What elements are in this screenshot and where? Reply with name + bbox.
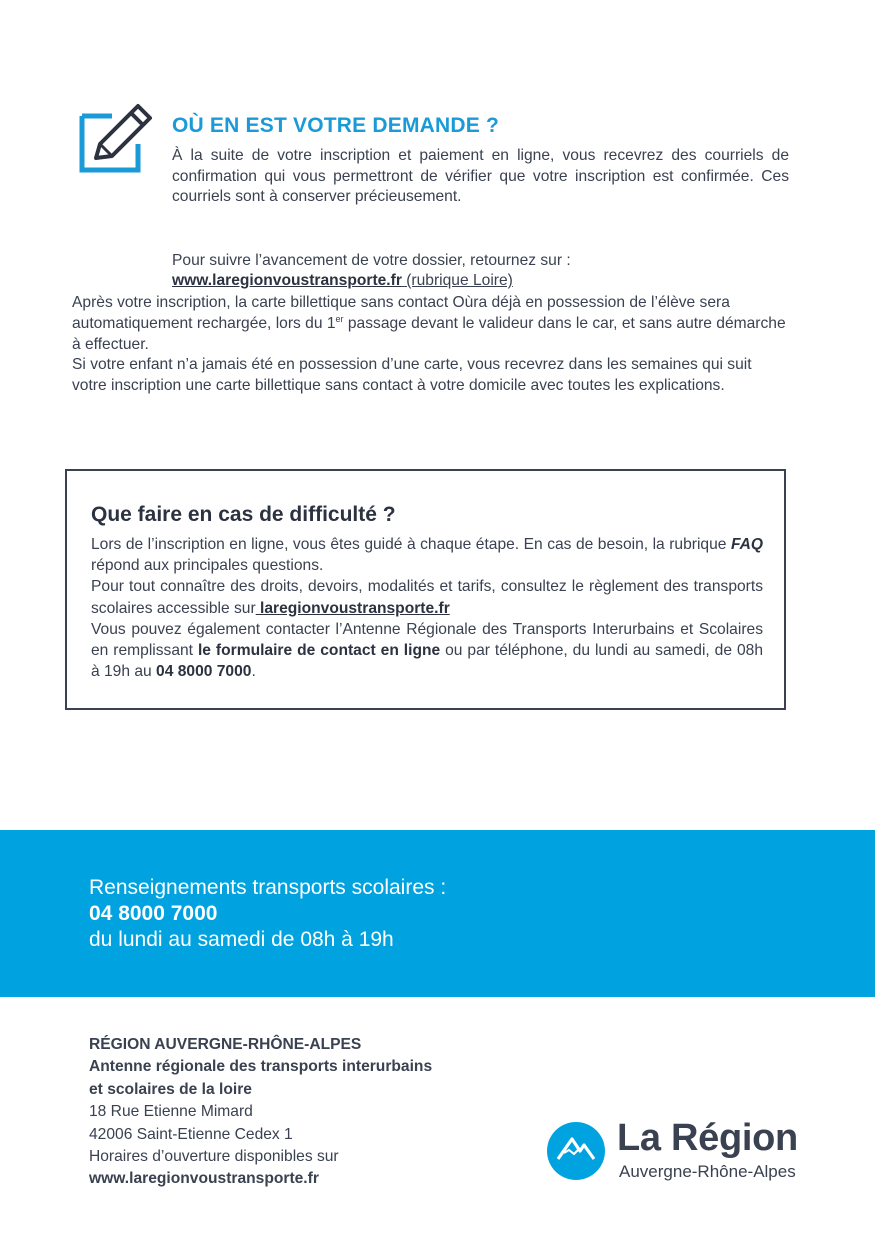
follow-paragraph: [172, 230, 789, 292]
banner-heading: Renseignements transports scolaires :: [89, 876, 447, 899]
help-text: Pour tout connaître des droits, devoirs, modalités et tarifs, consultez le règlement des transports scolaires accessible sur: [91, 578, 763, 617]
mountain-logo-icon: [546, 1121, 606, 1181]
section-paragraph: À la suite de votre inscription et paiement en ligne, vous recevrez des courriels de confirmation qui vous permettront de vérifier que votre inscription est confirmée. Ces courriels sont à conserver précieusement.: [172, 147, 789, 206]
footer-url[interactable]: www.laregionvoustransporte.fr: [89, 1170, 319, 1188]
banner-phone: 04 8000 7000: [89, 902, 218, 925]
website-link-suffix[interactable]: (rubrique Loire): [401, 272, 513, 290]
footer-address: [89, 1034, 432, 1191]
help-text: Lors de l’inscription en ligne, vous êtes guidé à chaque étape. En cas de besoin, la rubrique: [91, 536, 731, 553]
rules-link[interactable]: laregionvoustransporte.fr: [255, 599, 450, 617]
section-title: OÙ EN EST VOTRE DEMANDE ?: [172, 114, 500, 137]
contact-form-link[interactable]: le formulaire de contact en ligne: [197, 642, 441, 660]
banner-hours: du lundi au samedi de 08h à 19h: [89, 928, 394, 951]
footer-city: 42006 Saint-Etienne Cedex 1: [89, 1125, 293, 1143]
logo-subtitle: Auvergne-Rhône-Alpes: [619, 1162, 796, 1181]
help-text: répond aux principales questions.: [91, 557, 324, 575]
help-title: Que faire en cas de difficulté ?: [91, 503, 396, 526]
ordinal-suffix: er: [335, 313, 344, 324]
edit-pencil-icon: [78, 100, 156, 174]
footer-dept-line2: et scolaires de la loire: [89, 1080, 252, 1098]
footer-street: 18 Rue Etienne Mimard: [89, 1103, 253, 1121]
logo-title: La Région: [617, 1117, 798, 1159]
new-card-text: Si votre enfant n’a jamais été en possession d’une carte, vous recevrez dans les semaines qui suit votre inscription une carte billettique sans contact à votre domicile avec toutes les explications.: [72, 356, 752, 395]
follow-text: Pour suivre l’avancement de votre dossier, retournez sur :: [172, 251, 571, 269]
help-text: Vous pouvez également contacter l’Antenne Régionale des Transports Interurbains et Scolaires en remplissant: [91, 620, 763, 660]
card-info-paragraph: [72, 293, 789, 397]
faq-link[interactable]: FAQ: [730, 536, 763, 553]
footer-org: RÉGION AUVERGNE-RHÔNE-ALPES: [89, 1036, 362, 1053]
help-text: ou par téléphone, du lundi au samedi, de 08h à 19h au: [91, 642, 763, 681]
card-info-text: Après votre inscription, la carte billettique sans contact Oùra déjà en possession de l’élève sera automatiquement rechargée, lors du 1: [72, 294, 730, 332]
card-info-text-end: passage devant le valideur dans le car, et sans autre démarche à effectuer.: [72, 314, 786, 353]
website-link[interactable]: www.laregionvoustransporte.fr: [172, 272, 402, 290]
phone-number: 04 8000 7000: [156, 663, 252, 681]
footer-dept-line1: Antenne régionale des transports interurbains: [89, 1058, 433, 1076]
footer-hours: Horaires d’ouverture disponibles sur: [89, 1148, 339, 1166]
help-paragraph: [91, 534, 763, 682]
help-text: .: [251, 663, 256, 681]
